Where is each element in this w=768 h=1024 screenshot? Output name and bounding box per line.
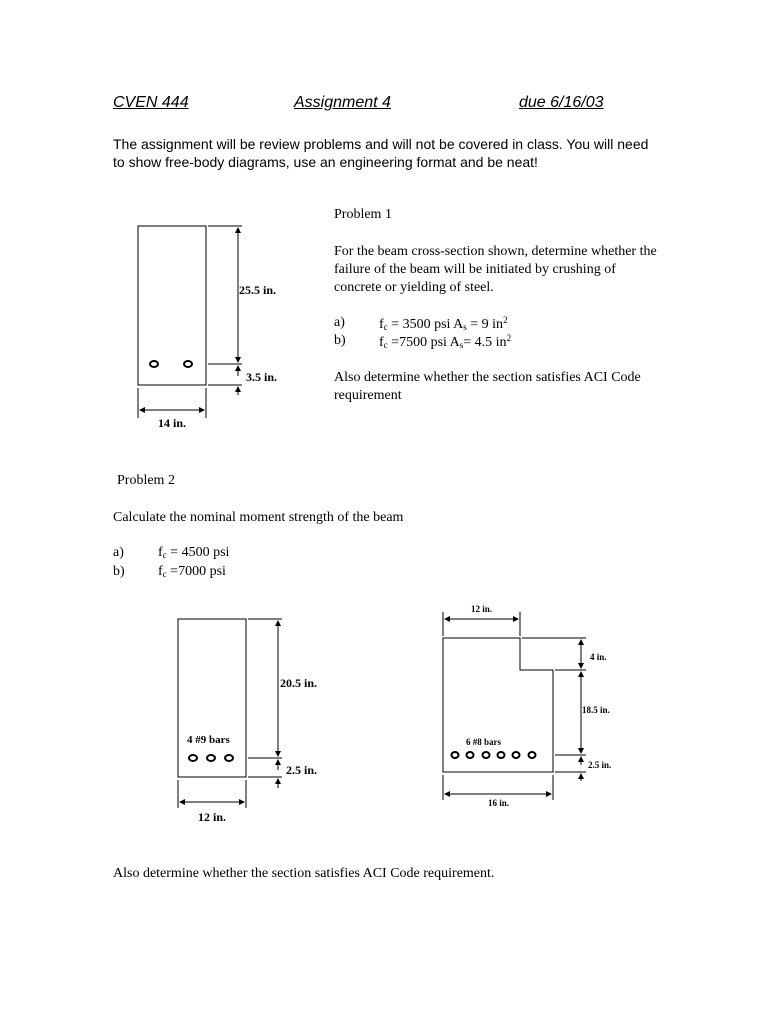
problem2-case-a-label: a) bbox=[113, 545, 124, 560]
problem2-text: Calculate the nominal moment strength of the beam bbox=[113, 510, 404, 525]
problem2-beam-a-section bbox=[178, 619, 246, 777]
problem2-beam-b-step-label: 4 in. bbox=[590, 652, 607, 662]
problem1-height-label: 25.5 in. bbox=[239, 283, 277, 297]
rebar bbox=[184, 361, 192, 367]
due-date: due 6/16/03 bbox=[519, 94, 604, 111]
problem2-beam-b-bars-label: 6 #8 bars bbox=[466, 737, 502, 747]
problem1-beam-section bbox=[138, 226, 206, 385]
problem1-case-a: $f_c = 3500$ psi $A_s = 9$ $in^2$ bbox=[379, 315, 508, 332]
rebar bbox=[498, 752, 505, 758]
problem2-beam-b-cover-label: 2.5 in. bbox=[588, 760, 612, 770]
rebar bbox=[452, 752, 459, 758]
rebar bbox=[467, 752, 474, 758]
problem1-case-b-label: b) bbox=[334, 333, 346, 348]
problem2-aci-text: Also determine whether the section satisfies ACI Code requirement. bbox=[113, 866, 495, 881]
problem1-text: For the beam cross-section shown, determine whether the failure of the beam will be initiated by crushing of concrete or yielding of steel. bbox=[334, 244, 657, 295]
problem2-beam-b-height-label: 18.5 in. bbox=[582, 705, 610, 715]
intro-paragraph: The assignment will be review problems and will not be covered in class. You will need to show free-body diagrams, use an engineering format and be neat! bbox=[113, 136, 649, 170]
assignment-title: Assignment 4 bbox=[294, 94, 391, 111]
problem2-case-b-label: b) bbox=[113, 564, 125, 579]
problem2-title: Problem 2 bbox=[117, 473, 175, 488]
problem2-case-a: $f_c = 4500$ psi bbox=[158, 545, 230, 560]
problem1-title: Problem 1 bbox=[334, 207, 392, 222]
course-code: CVEN 444 bbox=[113, 94, 189, 111]
problem2-case-b: $f_c =7000$ psi bbox=[158, 564, 226, 579]
problem1-case-a-label: a) bbox=[334, 315, 345, 330]
problem2-beam-a-height-label: 20.5 in. bbox=[280, 676, 318, 690]
problem2-beam-b-width-label: 16 in. bbox=[488, 798, 510, 808]
rebar bbox=[483, 752, 490, 758]
problem2-beam-a-bars-label: 4 #9 bars bbox=[187, 734, 230, 746]
rebar bbox=[150, 361, 158, 367]
problem1-width-label: 14 in. bbox=[158, 416, 187, 430]
problem1-aci-text: Also determine whether the section satisfies ACI Code requirement bbox=[334, 370, 641, 403]
problem2-beam-b-section bbox=[443, 638, 553, 772]
problem2-beam-a-cover-label: 2.5 in. bbox=[286, 763, 318, 777]
problem1-cover-label: 3.5 in. bbox=[246, 370, 278, 384]
problem2-beam-b-top-width-label: 12 in. bbox=[471, 604, 493, 614]
rebar bbox=[529, 752, 536, 758]
rebar bbox=[225, 755, 233, 761]
problem2-beam-a-width-label: 12 in. bbox=[198, 810, 227, 824]
problem1-case-b: $f_c =7500$ psi $A_s= 4.5$ $in^2$ bbox=[379, 333, 512, 350]
rebar bbox=[189, 755, 197, 761]
rebar bbox=[513, 752, 520, 758]
rebar bbox=[207, 755, 215, 761]
